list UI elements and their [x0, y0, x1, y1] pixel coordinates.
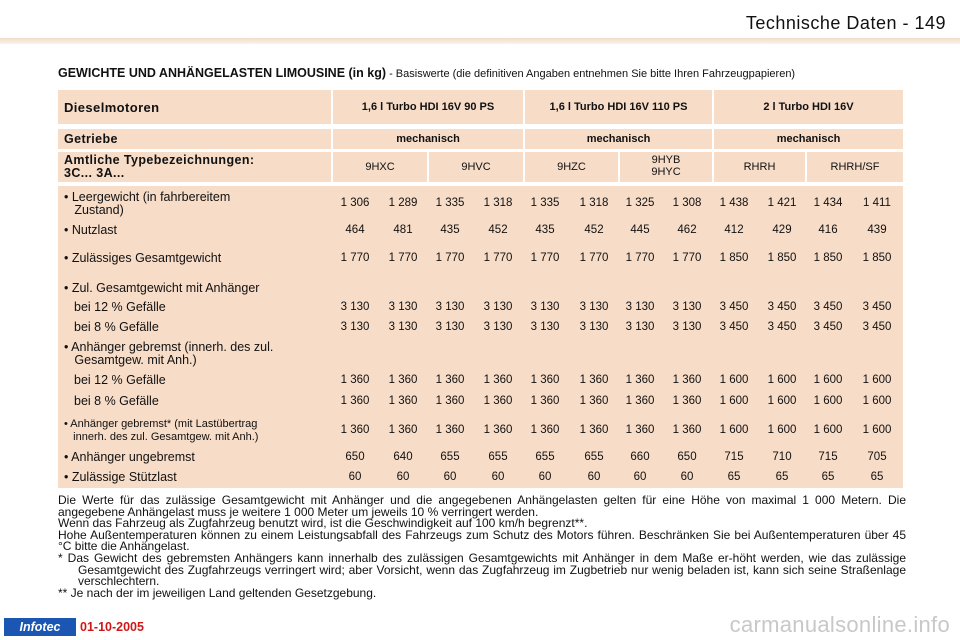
table-cell: 60: [491, 471, 505, 483]
table-cell: 1 850: [767, 252, 797, 264]
table-cell: 3 130: [435, 301, 465, 313]
table-cell: 1 308: [672, 197, 702, 209]
type-label-line-2: 3C... 3A...: [64, 166, 125, 180]
table-cell: 1 600: [719, 374, 749, 386]
table-cell: 1 770: [579, 252, 609, 264]
table-cell: 1 335: [435, 197, 465, 209]
table-cell: 650: [345, 451, 365, 463]
table-cell: 1 360: [340, 374, 370, 386]
table-cell: 3 130: [483, 301, 513, 313]
table-cell: 3 130: [530, 321, 560, 333]
table-cell: 439: [867, 224, 887, 236]
table-cell: 655: [488, 451, 508, 463]
table-cell: 65: [821, 471, 835, 483]
table-cell: 1 360: [435, 374, 465, 386]
section-heading: [58, 66, 938, 80]
table-cell: 1 360: [388, 374, 418, 386]
table-cell: 1 600: [813, 395, 843, 407]
table-cell: 3 130: [530, 301, 560, 313]
table-cell: 715: [818, 451, 838, 463]
table-cell: 3 450: [767, 301, 797, 313]
footnote: ** Je nach der im jeweiligen Land geltenden Gesetzgebung.: [58, 585, 377, 600]
table-cell: 445: [630, 224, 650, 236]
table-cell: 710: [772, 451, 792, 463]
row-label: • Anhänger gebremst* (mit Lastübertrag innerh. des zul. Gesamtgew. mit Anh.): [64, 418, 259, 443]
table-cell: 60: [587, 471, 601, 483]
row-label: • Leergewicht (in fahrbereitem Zustand): [64, 190, 231, 217]
table-cell: 1 318: [579, 197, 609, 209]
table-cell: 1 360: [435, 424, 465, 436]
gear-value-3: mechanisch: [776, 133, 841, 145]
table-cell: 1 850: [719, 252, 749, 264]
table-cell: 1 600: [767, 395, 797, 407]
row-label: bei 8 % Gefälle: [74, 394, 159, 408]
table-cell: 3 130: [579, 321, 609, 333]
table-cell: 655: [440, 451, 460, 463]
table-cell: 65: [870, 471, 884, 483]
note-paragraph: Hohe Außentemperaturen können zu einem Leistungsabfall des Fahrzeugs zum Schutz des Motors führen. Beschränken Sie bei Außentemperaturen über 45 °C bitte die Anhängelast.: [58, 527, 906, 554]
type-code: 9HVC: [461, 161, 491, 173]
table-cell: 3 450: [813, 321, 843, 333]
table-cell: 452: [488, 224, 508, 236]
table-cell: 1 360: [579, 424, 609, 436]
table-cell: 1 360: [340, 395, 370, 407]
table-cell: 640: [393, 451, 413, 463]
table-cell: 1 360: [483, 395, 513, 407]
table-cell: 1 325: [625, 197, 655, 209]
table-cell: 481: [393, 224, 413, 236]
table-cell: 3 130: [625, 301, 655, 313]
page-title: Technische Daten - 149: [745, 13, 946, 33]
row-label: • Anhänger ungebremst: [64, 450, 195, 464]
row-label: bei 8 % Gefälle: [74, 320, 159, 334]
table-cell: 1 360: [672, 424, 702, 436]
table-cell: 3 130: [435, 321, 465, 333]
table-cell: 655: [584, 451, 604, 463]
table-cell: 1 600: [767, 424, 797, 436]
table-cell: 1 360: [530, 374, 560, 386]
table-cell: 416: [818, 224, 838, 236]
table-cell: 1 318: [483, 197, 513, 209]
table-cell: 3 450: [813, 301, 843, 313]
table-cell: 1 600: [719, 424, 749, 436]
table-cell: 435: [440, 224, 460, 236]
table-cell: 660: [630, 451, 650, 463]
table-cell: 60: [396, 471, 410, 483]
notes-block: [58, 495, 906, 599]
table-cell: 60: [443, 471, 457, 483]
table-cell: 1 600: [813, 424, 843, 436]
engine-label: Dieselmotoren: [64, 100, 160, 115]
row-label: • Nutzlast: [64, 223, 118, 237]
table-cell: 1 850: [813, 252, 843, 264]
table-cell: 462: [677, 224, 697, 236]
table-cell: 1 360: [625, 395, 655, 407]
table-cell: 3 130: [340, 321, 370, 333]
gear-label: Getriebe: [64, 132, 118, 146]
table-cell: 1 360: [672, 374, 702, 386]
table-cell: 3 130: [625, 321, 655, 333]
table-cell: 3 130: [340, 301, 370, 313]
table-cell: 1 360: [388, 424, 418, 436]
row-label: • Zulässiges Gesamtgewicht: [64, 251, 222, 265]
table-cell: 60: [633, 471, 647, 483]
table-cell: 1 335: [530, 197, 560, 209]
table-cell: 1 770: [483, 252, 513, 264]
table-cell: 1 770: [435, 252, 465, 264]
table-cell: 1 600: [813, 374, 843, 386]
table-cell: 1 600: [862, 374, 892, 386]
table-cell: 3 130: [388, 301, 418, 313]
row-label: • Zulässige Stützlast: [64, 470, 177, 484]
table-cell: 1 360: [340, 424, 370, 436]
row-label: bei 12 % Gefälle: [74, 300, 166, 314]
table-cell: 1 421: [767, 197, 797, 209]
engine-header-2: 1,6 l Turbo HDI 16V 110 PS: [549, 101, 688, 113]
engine-header-1: 1,6 l Turbo HDI 16V 90 PS: [361, 101, 495, 113]
type-label-line-1: Amtliche Typebezeichnungen:: [64, 153, 255, 167]
table-cell: 1 360: [625, 374, 655, 386]
table-cell: 1 600: [767, 374, 797, 386]
table-cell: 1 306: [340, 197, 370, 209]
footnote: * Das Gewicht des gebremsten Anhängers kann innerhalb des zulässigen Gesamtgewichts mit Anhänger in dem Maße er-höht werden, wie das zulässige Gesamtgewicht des Zugfahrzeugs verringert wird; aber Vorsicht, wenn das Zugfahrzeug im Zugbetrieb nur wenig beladen ist, kann sich seine Straßenlage verschlechtern.: [58, 550, 906, 589]
table-cell: 1 770: [530, 252, 560, 264]
table-cell: 3 450: [862, 321, 892, 333]
table-cell: 1 289: [388, 197, 418, 209]
table-cell: 1 360: [579, 374, 609, 386]
section-heading-note: - Basiswerte (die definitiven Angaben entnehmen Sie bitte Ihren Fahrzeugpapieren): [386, 68, 796, 80]
type-code: 9HXC: [365, 161, 395, 173]
table-cell: 1 360: [530, 395, 560, 407]
type-code: RHRH: [743, 161, 776, 173]
infotec-logo: Infotec: [4, 618, 76, 636]
row-label: bei 12 % Gefälle: [74, 373, 166, 387]
table-cell: 60: [348, 471, 362, 483]
watermark: carmanualsonline.info: [729, 612, 950, 637]
row-label: • Anhänger gebremst (innerh. des zul. Gesamtgew. mit Anh.): [64, 340, 274, 367]
table-cell: 705: [867, 451, 887, 463]
table-cell: 715: [724, 451, 744, 463]
table-cell: 3 450: [767, 321, 797, 333]
table-cell: 65: [727, 471, 741, 483]
table-cell: 412: [724, 224, 744, 236]
table-cell: 464: [345, 224, 365, 236]
table-cell: 1 770: [672, 252, 702, 264]
type-code: 9HYB 9HYC: [651, 154, 681, 178]
table-cell: 1 360: [483, 424, 513, 436]
table-cell: 1 850: [862, 252, 892, 264]
gear-value-2: mechanisch: [586, 133, 651, 145]
table-cell: 1 770: [340, 252, 370, 264]
table-cell: 3 130: [579, 301, 609, 313]
type-code: RHRH/SF: [830, 161, 880, 173]
table-cell: 435: [535, 224, 555, 236]
table-cell: 60: [680, 471, 694, 483]
type-code: 9HZC: [557, 161, 586, 173]
table-cell: 1 600: [862, 424, 892, 436]
table-cell: 1 360: [530, 424, 560, 436]
table-cell: 1 360: [435, 395, 465, 407]
table-cell: 1 360: [483, 374, 513, 386]
row-label: • Zul. Gesamtgewicht mit Anhänger: [64, 281, 260, 295]
table-cell: 1 600: [862, 395, 892, 407]
table-cell: 429: [772, 224, 792, 236]
table-cell: 3 450: [719, 301, 749, 313]
note-paragraph: Wenn das Fahrzeug als Zugfahrzeug benutzt wird, ist die Geschwindigkeit auf 100 km/h begrenzt**.: [58, 516, 588, 531]
table-cell: 65: [775, 471, 789, 483]
section-heading-title: GEWICHTE UND ANHÄNGELASTEN LIMOUSINE (in kg): [58, 66, 387, 80]
table-cell: 3 450: [862, 301, 892, 313]
gear-value-1: mechanisch: [396, 133, 460, 145]
header-divider: [0, 38, 960, 44]
table-cell: 1 360: [579, 395, 609, 407]
table-cell: 1 600: [719, 395, 749, 407]
table-cell: 1 360: [388, 395, 418, 407]
table-cell: 1 411: [863, 197, 891, 209]
table-cell: 1 360: [672, 395, 702, 407]
engine-header-3: 2 l Turbo HDI 16V: [763, 101, 854, 113]
table-cell: 3 130: [483, 321, 513, 333]
table-cell: 60: [538, 471, 552, 483]
table-cell: 655: [535, 451, 555, 463]
print-date: 01-10-2005: [80, 620, 144, 634]
table-cell: 3 130: [388, 321, 418, 333]
table-cell: 1 434: [813, 197, 843, 209]
table-cell: 452: [584, 224, 604, 236]
table-cell: 1 360: [625, 424, 655, 436]
table-cell: 3 130: [672, 321, 702, 333]
table-cell: 3 450: [719, 321, 749, 333]
note-paragraph: Die Werte für das zulässige Gesamtgewicht mit Anhänger und die angegebenen Anhängelasten gelten für eine Höhe von maximal 1 000 Metern. Die angegebene Anhängelast muss je weitere 1 000 Meter um jeweils 10 % verringert werden.: [58, 493, 906, 519]
table-cell: 1 438: [719, 197, 749, 209]
table-cell: 650: [677, 451, 697, 463]
table-cell: 3 130: [672, 301, 702, 313]
table-cell: 1 770: [625, 252, 655, 264]
table-cell: 1 770: [388, 252, 418, 264]
